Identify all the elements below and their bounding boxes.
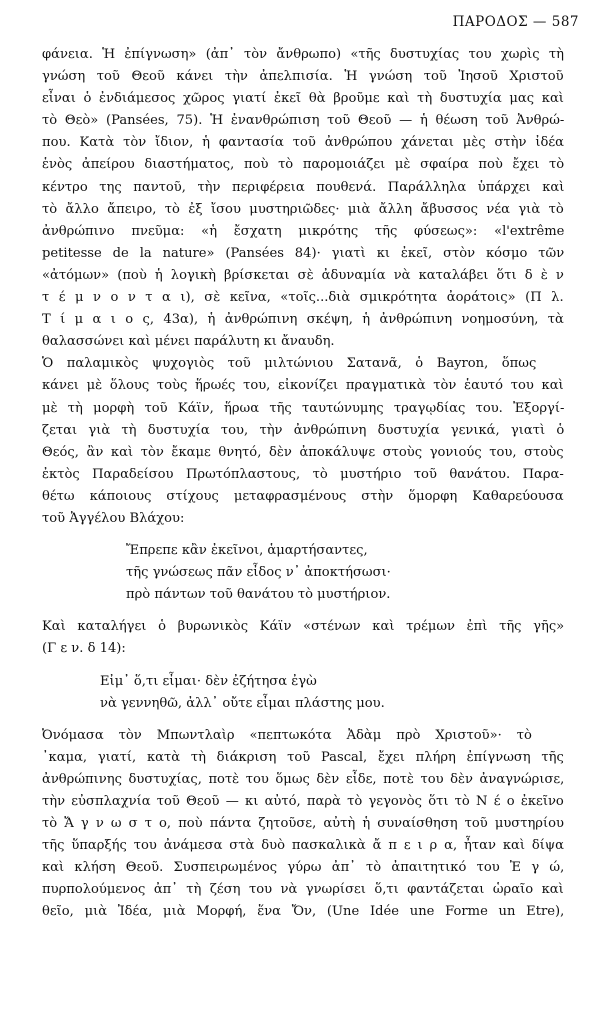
spacer	[42, 530, 564, 540]
verse-line: Ἔπρεπε κἂν ἐκεῖνοι, ἁμαρτήσαντες,	[126, 543, 368, 559]
text-line: πυρπολούμενος ἀπ᾽ τὴ ζέση του νὰ γνωρίσει ὅ,τι φαντάζεται ὡραῖο καὶ	[42, 882, 564, 898]
text-line: ἑνὸς ἀπείρου διαστήματος, ποὺ τὸ παρομοιάζει μὲ σφαίρα ποὺ ἔχει τὸ	[42, 157, 565, 173]
text-line: petitesse de la nature» (Pansées 84)· γιατὶ κι ἐκεῖ, στὸν κόσμο τῶν	[42, 245, 565, 261]
text-line: τῆς ὕπαρξής του ἀνάμεσα στὰ δυὸ πασκαλικὰ ἄ π ε ι ρ α, ἦταν καὶ δίψα	[42, 838, 565, 854]
text-line: Ὁ παλαμικὸς ψυχογιὸς τοῦ μιλτώνιου Σατανᾶ, ὁ Bayron, ὅπως	[42, 356, 537, 372]
text-line: τὴν εὐσπλαχνία τοῦ Θεοῦ — κι αὐτό, παρὰ τὸ γεγονὸς ὅτι τὸ Ν έ ο ἐκεῖνο	[42, 794, 564, 809]
spacer	[42, 606, 564, 616]
text-line: κάνει μὲ ὅλους τοὺς ἥρωές του, εἰκονίζει πραγματικὰ τὸν ἑαυτό του καὶ	[42, 378, 564, 394]
spacer	[42, 715, 564, 725]
text-line: Καὶ καταλήγει ὁ βυρωνικὸς Κάϊν «στένων καὶ τρέμων ἐπὶ τῆς γῆς»	[42, 619, 565, 635]
text-line: τοῦ Ἀγγέλου Βλάχου:	[42, 510, 185, 526]
text-line: Ὀνόμασα τὸν Μπωντλαὶρ «πεπτωκότα Ἀδὰμ πρὸ Χριστοῦ»· τὸ	[42, 727, 532, 743]
text-line: καὶ κλήση Θεοῦ. Συσπειρωμένος γύρω ἀπ᾽ τὸ ἀπαιτητικό του Ἐ γ ώ,	[42, 860, 565, 876]
text-line: τὸ Ἄ γ ν ω σ τ ο, ποὺ πάντα ζητοῦσε, αὐτὴ ἡ συναίσθηση τοῦ μυστηρίου	[42, 816, 564, 832]
text-line: τὸ Θεὸ» (Pansées, 75). Ἡ ἐνανθρώπιση τοῦ Θεοῦ — ἡ θέωση τοῦ Ἀνθρώ-	[42, 113, 565, 129]
spacer	[42, 661, 564, 671]
text-line: τ έ μ ν ο ν τ α ι), σὲ κεῖνα, «τοῖς...διὰ σμικρότητα ἀοράτοις» (Π λ.	[42, 290, 564, 306]
text-line: ἀνθρώπινης δυστυχίας, ποτὲ του ὅμως δὲν εἶδε, ποτὲ του δὲν ἀναγνώρισε,	[42, 771, 565, 787]
text-line: Τ ί μ α ι ο ς, 43α), ἡ ἀνθρώπινη σκέψη, ἡ ἀνθρώπινη νοημοσύνη, τὰ	[42, 312, 564, 328]
text-line: (Γ ε ν. δ 14):	[42, 641, 126, 657]
text-line: ζεται γιὰ τὴ δυστυχία του, τὴν ἀνθρώπινη δυστυχία γενικά, γιατὶ ὁ	[42, 422, 565, 438]
verse-line: νὰ γεννηθῶ, ἀλλ᾽ οὔτε εἶμαι πλάστης μου.	[100, 695, 385, 711]
text-line: τὸ ἄλλο ἄπειρο, τὸ ἐξ ἴσου μυστηριῶδες· μιὰ ἄλλη ἄβυσσος νέα γιὰ τὸ	[42, 201, 564, 217]
text-line: μὲ τὴ μορφὴ τοῦ Κάϊν, ἥρωα τῆς ταυτώνυμης τραγῳδίας του. Ἐξοργί-	[42, 400, 565, 416]
text-line: θαλασσώνει καὶ μένει παράλυτη κι ἄναυδη.	[42, 334, 335, 350]
text-line: ἐκτὸς Παραδείσου Πρωτόπλαστους, τὸ μυστήριο τοῦ θανάτου. Παρα-	[42, 466, 564, 482]
running-header: ΠΑΡΟΔΟΣ — 587	[452, 14, 579, 30]
verse-line: Εἰμ᾽ ὅ,τι εἶμαι· δὲν ἐζήτησα ἐγὼ	[100, 673, 317, 689]
text-line: γνώση τοῦ Θεοῦ κάνει τὴν ἀπελπισία. Ἡ γνώση τοῦ Ἰησοῦ Χριστοῦ	[42, 69, 564, 85]
text-line: κέντρο της παντοῦ, τὴν περιφέρεια πουθενά. Παράλληλα ὑπάρχει καὶ	[42, 179, 565, 195]
text-line: ἀνθρώπινο πνεῦμα: «ἡ ἔσχατη μικρότης τῆς φύσεως»: «l'extrême	[42, 223, 565, 239]
verse-line: πρὸ πάντων τοῦ θανάτου τὸ μυστήριον.	[126, 587, 391, 603]
text-line: εἶναι ὁ ἐνδιάμεσος χῶρος γιατί ἐκεῖ θὰ βροῦμε καὶ τὴ δυστυχία μας καὶ	[42, 91, 564, 107]
text-line: «ἀτόμων» (ποὺ ἡ λογικὴ βρίσκεται σὲ ἀδυναμία νὰ καταλάβει ὅτι δ ὲ ν	[42, 267, 564, 283]
text-line: θέτω κάποιους στίχους μεταφρασμένους στὴν ὅμορφη Καθαρεύουσα	[42, 488, 564, 504]
text-line: Θεός, ἂν καὶ τὸν ἔκαμε θνητό, δὲν ἀποκάλυψε στοὺς γονιούς του, στοὺς	[42, 444, 564, 460]
text-line: ᾽καμα, γιατί, κατὰ τὴ διάκριση τοῦ Pascal, ἔχει πλήρη ἐπίγνωση τῆς	[42, 749, 564, 765]
text-line: θεῖο, μιὰ Ἰδέα, μιὰ Μορφή, ἕνα Ὄν, (Une Idée une Forme un Etre),	[42, 904, 565, 920]
page-body-text	[42, 44, 564, 924]
text-line: φάνεια. Ἡ ἐπίγνωση» (ἀπ᾽ τὸν ἄνθρωπο) «τῆς δυστυχίας του χωρὶς τὴ	[42, 47, 564, 62]
verse-line: τῆς γνώσεως πᾶν εἶδος ν᾽ ἀποκτήσωσι·	[126, 565, 391, 581]
text-line: που. Κατὰ τὸν ἴδιον, ἡ φαντασία τοῦ ἀνθρώπου χάνεται μὲς στὴν ἰδέα	[42, 135, 564, 151]
